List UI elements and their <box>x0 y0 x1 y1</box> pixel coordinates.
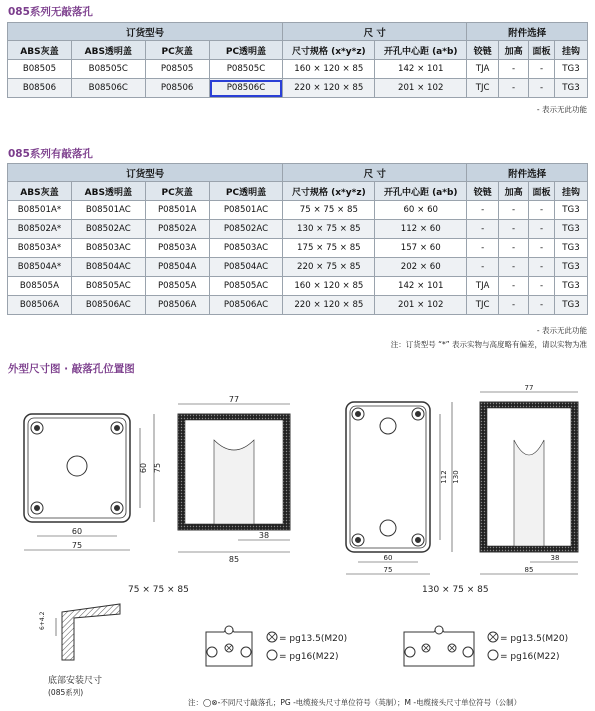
column-header: 加高 <box>499 41 529 60</box>
table-cell: B08503A* <box>8 239 72 258</box>
table-cell: - <box>529 201 555 220</box>
dim-a-width-outer: 75 <box>71 541 83 550</box>
group-header: 尺 寸 <box>283 23 467 41</box>
column-header: PC灰盖 <box>145 41 209 60</box>
table-cell: - <box>499 201 529 220</box>
table-cell: 201 × 102 <box>375 296 467 315</box>
table-cell: P08506AC <box>209 296 283 315</box>
table-cell: - <box>529 79 555 98</box>
dim-b-width-outer: 75 <box>383 566 393 574</box>
column-header: ABS透明盖 <box>71 41 145 60</box>
column-header: 铰链 <box>467 41 499 60</box>
section3-title: 外型尺寸图 · 敲落孔位置图 <box>8 363 135 375</box>
table-cell: 160 × 120 × 85 <box>283 60 375 79</box>
table-cell: 60 × 60 <box>375 201 467 220</box>
table-cell: 202 × 60 <box>375 258 467 277</box>
legend-a-pg135: = pg13.5(M20) <box>279 634 348 644</box>
dim-b-width-inner: 60 <box>383 554 393 562</box>
table-cell: - <box>499 220 529 239</box>
table-cell: B08506 <box>8 79 72 98</box>
knockout-diagram-b <box>404 626 498 666</box>
table-cell: TG3 <box>555 60 588 79</box>
table-cell: B08503AC <box>71 239 145 258</box>
table-cell: - <box>529 220 555 239</box>
dim-b-height-outer: 130 <box>452 470 460 484</box>
drawing-a-side-view <box>178 404 290 552</box>
table-cell: - <box>467 258 499 277</box>
wall-section-detail <box>56 604 120 660</box>
column-header: PC灰盖 <box>145 182 209 201</box>
dim-a-top: 77 <box>228 395 240 404</box>
table-cell: P08506A <box>145 296 209 315</box>
table-cell: 160 × 120 × 85 <box>283 277 375 296</box>
column-header: 尺寸规格 (x*y*z) <box>283 41 375 60</box>
legend-b-pg16: = pg16(M22) <box>500 652 560 662</box>
knockout-diagram-a <box>206 626 277 666</box>
caption-a: 75 × 75 × 85 <box>128 585 189 595</box>
table-cell: 201 × 102 <box>375 79 467 98</box>
table-cell: B08506C <box>71 79 145 98</box>
dim-b-top: 77 <box>524 384 534 392</box>
table-cell: B08506AC <box>71 296 145 315</box>
table-cell: - <box>467 239 499 258</box>
dim-b-depth: 85 <box>524 566 534 574</box>
dim-a-height-inner: 60 <box>139 462 148 474</box>
table-cell: - <box>499 296 529 315</box>
table-cell: 142 × 101 <box>375 277 467 296</box>
selected-cell[interactable]: P08506C <box>209 79 283 98</box>
table-cell: TJA <box>467 277 499 296</box>
caption-b: 130 × 75 × 85 <box>422 585 489 595</box>
table-cell: P08502AC <box>209 220 283 239</box>
table-cell: P08503AC <box>209 239 283 258</box>
table-cell: 175 × 75 × 85 <box>283 239 375 258</box>
column-header: 面板 <box>529 41 555 60</box>
table-cell: P08502A <box>145 220 209 239</box>
dim-a-inner: 38 <box>258 531 270 540</box>
table-cell: B08504AC <box>71 258 145 277</box>
column-header: PC透明盖 <box>209 182 283 201</box>
column-header: 挂钩 <box>555 41 588 60</box>
table-cell: - <box>499 79 529 98</box>
table-cell: B08505A <box>8 277 72 296</box>
group-header: 订货型号 <box>8 164 283 182</box>
table-cell: - <box>467 220 499 239</box>
table-cell: - <box>499 60 529 79</box>
table-cell: - <box>499 258 529 277</box>
table-cell: P08505 <box>145 60 209 79</box>
dim-b-height-inner: 112 <box>440 470 448 484</box>
table-cell: TJC <box>467 296 499 315</box>
table-cell: 220 × 120 × 85 <box>283 79 375 98</box>
table-cell: - <box>529 277 555 296</box>
bottom-sub: (085系列) <box>48 688 84 697</box>
table-cell: TG3 <box>555 277 588 296</box>
group-header: 附件选择 <box>467 23 588 41</box>
drawing-b-side-view <box>480 392 578 574</box>
table-cell: P08503A <box>145 239 209 258</box>
table-cell: B08502A* <box>8 220 72 239</box>
group-header: 附件选择 <box>467 164 588 182</box>
table-cell: B08505 <box>8 60 72 79</box>
table-cell: B08505AC <box>71 277 145 296</box>
column-header: 开孔中心距 (a*b) <box>375 182 467 201</box>
table-cell: P08505AC <box>209 277 283 296</box>
table-cell: P08505A <box>145 277 209 296</box>
table-cell: TG3 <box>555 239 588 258</box>
column-header: ABS灰盖 <box>8 182 72 201</box>
table-cell: B08501A* <box>8 201 72 220</box>
legend-b-pg135: = pg13.5(M20) <box>500 634 569 644</box>
dim-a-width-inner: 60 <box>71 527 83 536</box>
wall-label: 6+4.2 <box>39 611 46 630</box>
table-cell: B08502AC <box>71 220 145 239</box>
section2-title: 085系列有敲落孔 <box>8 148 93 160</box>
column-header: PC透明盖 <box>209 41 283 60</box>
table-cell: B08501AC <box>71 201 145 220</box>
table-cell: - <box>529 258 555 277</box>
column-header: 铰链 <box>467 182 499 201</box>
table-cell: - <box>499 277 529 296</box>
table-cell: P08506 <box>145 79 209 98</box>
table-cell: 130 × 75 × 85 <box>283 220 375 239</box>
table-cell: - <box>529 60 555 79</box>
table-cell: TG3 <box>555 220 588 239</box>
dim-a-depth: 85 <box>228 555 240 564</box>
column-header: 面板 <box>529 182 555 201</box>
table-cell: - <box>529 239 555 258</box>
table-cell: B08505C <box>71 60 145 79</box>
table-cell: TG3 <box>555 258 588 277</box>
legend-a-pg16: = pg16(M22) <box>279 652 339 662</box>
table-cell: TG3 <box>555 201 588 220</box>
column-header: 挂钩 <box>555 182 588 201</box>
table-cell: - <box>499 239 529 258</box>
table-cell: P08504A <box>145 258 209 277</box>
section2-note1: - 表示无此功能 <box>536 326 587 335</box>
section1-note: - 表示无此功能 <box>536 105 587 114</box>
table-cell: TJA <box>467 60 499 79</box>
column-header: 尺寸规格 (x*y*z) <box>283 182 375 201</box>
drawing-a-top-view <box>24 414 154 550</box>
dim-a-height-outer: 75 <box>153 462 162 474</box>
table-cell: 220 × 75 × 85 <box>283 258 375 277</box>
table-cell: P08505C <box>209 60 283 79</box>
table-cell: 112 × 60 <box>375 220 467 239</box>
table-cell: TG3 <box>555 79 588 98</box>
section1-title: 085系列无敲落孔 <box>8 6 93 18</box>
group-header: 订货型号 <box>8 23 283 41</box>
column-header: 加高 <box>499 182 529 201</box>
table-cell: 220 × 120 × 85 <box>283 296 375 315</box>
dim-b-inner: 38 <box>550 554 560 562</box>
table-cell: P08501AC <box>209 201 283 220</box>
table-cell: B08504A* <box>8 258 72 277</box>
table-cell: - <box>529 296 555 315</box>
drawing-b-top-view <box>346 402 452 574</box>
table-cell: P08504AC <box>209 258 283 277</box>
column-header: ABS透明盖 <box>71 182 145 201</box>
table-cell: P08501A <box>145 201 209 220</box>
table-cell: 157 × 60 <box>375 239 467 258</box>
table-cell: TJC <box>467 79 499 98</box>
group-header: 尺 寸 <box>283 164 467 182</box>
footnote: 注：◯⊗-不同尺寸敲落孔；PG -电缆接头尺寸单位符号（英制）；M -电缆接头尺寸单位符号（公制） <box>188 698 522 707</box>
table-cell: - <box>467 201 499 220</box>
bottom-caption: 底部安装尺寸 <box>48 676 103 686</box>
column-header: ABS灰盖 <box>8 41 72 60</box>
table-cell: TG3 <box>555 296 588 315</box>
section2-note2: 注：订货型号 “*” 表示实物与高度略有偏差，请以实物为准 <box>390 340 587 349</box>
column-header: 开孔中心距 (a*b) <box>375 41 467 60</box>
table-cell: B08506A <box>8 296 72 315</box>
table-cell: 75 × 75 × 85 <box>283 201 375 220</box>
table-cell: 142 × 101 <box>375 60 467 79</box>
